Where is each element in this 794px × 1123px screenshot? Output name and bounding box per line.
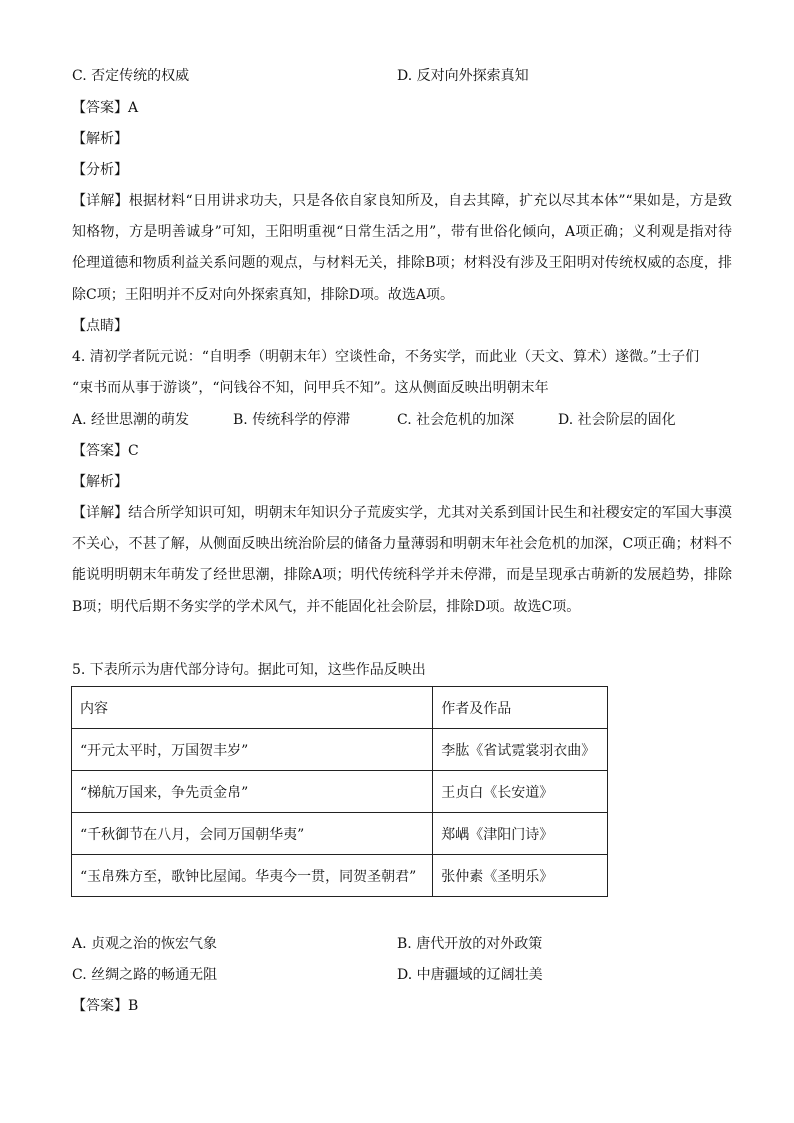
q5-answer: 【答案】B: [72, 998, 139, 1014]
q3-analysis-heading: 【解析】: [72, 131, 128, 147]
q4-answer: 【答案】C: [72, 443, 139, 459]
table-row: [72, 729, 608, 771]
q3-option-d: D. 反对向外探索真知: [397, 68, 529, 84]
q4-option-c: C. 社会危机的加深: [397, 412, 515, 428]
table-cell-author: 郑嵎《津阳门诗》: [433, 813, 608, 855]
q4-detail-paragraph: 【详解】结合所学知识可知，明朝末年知识分子荒废实学，尤其对关系到国计民生和社稷安定的军国大事漠不关心，不甚了解，从侧面反映出统治阶层的储备力量薄弱和明朝末年社会危机的加深，C项正确；材料不能说明明朝末年萌发了经世思潮，排除A项；明代传统科学并未停滞，而是呈现承古萌新的发展趋势，排除B项；明代后期不务实学的学术风气，并不能固化社会阶层，排除D项。故选C项。: [72, 505, 732, 615]
table-header-content: 内容: [72, 687, 433, 729]
table-row: [72, 813, 608, 855]
q4-analysis-heading: 【解析】: [72, 474, 128, 490]
q4-stem-line1: 4. 清初学者阮元说：“自明季（明朝末年）空谈性命，不务实学，而此业（天文、算术）遂微。”士子们: [72, 349, 700, 365]
q5-stem: 5. 下表所示为唐代部分诗句。据此可知，这些作品反映出: [72, 662, 426, 678]
q4-option-d: D. 社会阶层的固化: [558, 412, 676, 428]
table-cell-verse: “开元太平时，万国贺丰岁”: [72, 729, 433, 771]
table-header-row: [72, 687, 608, 729]
table-cell-author: 张仲素《圣明乐》: [433, 855, 608, 897]
table-cell-verse: “玉帛殊方至，歌钟比屋闻。华夷今一贯，同贺圣朝君”: [72, 855, 433, 897]
q5-option-b: B. 唐代开放的对外政策: [397, 936, 543, 952]
poems-table: [71, 686, 608, 897]
table-cell-verse: “梯航万国来，争先贡金帛”: [72, 771, 433, 813]
q3-dianjing-heading: 【点睛】: [72, 318, 128, 334]
q3-option-c: C. 否定传统的权威: [72, 68, 190, 84]
table-cell-verse: “千秋御节在八月，会同万国朝华夷”: [72, 813, 433, 855]
q4-option-b: B. 传统科学的停滞: [233, 412, 351, 428]
table-cell-author: 李肱《省试霓裳羽衣曲》: [433, 729, 608, 771]
q5-option-c: C. 丝绸之路的畅通无阻: [72, 967, 218, 983]
q5-option-a: A. 贞观之治的恢宏气象: [72, 936, 218, 952]
table-row: [72, 771, 608, 813]
q3-fenxi-heading: 【分析】: [72, 162, 128, 178]
q4-option-a: A. 经世思潮的萌发: [72, 412, 190, 428]
q5-option-d: D. 中唐疆域的辽阔壮美: [397, 967, 543, 983]
q3-answer: 【答案】A: [72, 100, 139, 116]
table-row: [72, 855, 608, 897]
table-cell-author: 王贞白《长安道》: [433, 771, 608, 813]
table-header-author: 作者及作品: [433, 687, 608, 729]
q4-stem-line2: “束书而从事于游谈”，“问钱谷不知，问甲兵不知”。这从侧面反映出明朝末年: [72, 380, 549, 396]
q3-detail-paragraph: 【详解】根据材料“日用讲求功夫，只是各依自家良知所及，自去其障，扩充以尽其本体”“果如是，方是致知格物，方是明善诚身”可知，王阳明重视“日常生活之用”，带有世俗化倾向，A项正确；义利观是指对待伦理道德和物质利益关系问题的观点，与材料无关，排除B项；材料没有涉及王阳明对传统权威的态度，排除C项；王阳明并不反对向外探索真知，排除D项。故选A项。: [72, 193, 732, 303]
